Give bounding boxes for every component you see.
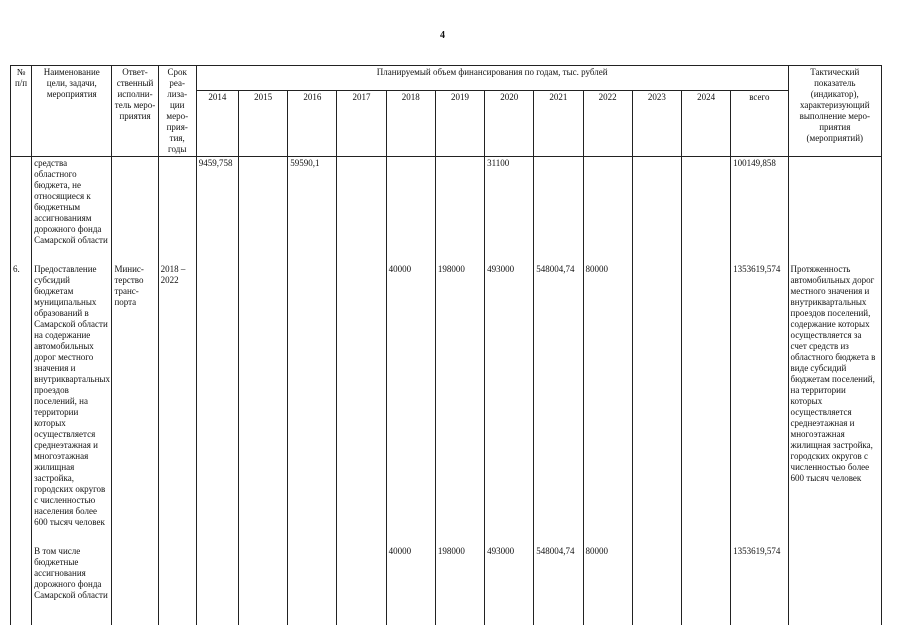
cell-2014 (196, 545, 238, 625)
cell-2018 (386, 157, 435, 248)
cell-2021: 548004,74 (534, 263, 583, 529)
row-indicator (788, 157, 881, 248)
cell-2019: 198000 (435, 263, 484, 529)
row-responsible: Минис-терство транс-порта (112, 263, 158, 529)
row-no: 6. (11, 263, 32, 529)
cell-2017 (337, 545, 386, 625)
row-indicator: Протяженность автомобильных дорог местного значения и внутриквартальных проездов поселений, содержание которых осуществляется за счет средств из областного бюджета в виде субсидий бюджетам поселений, на территории которых осуществляется среднеэтажная и многоэтажная жилищная застройка, городских округов с численностью более 600 тысяч человек (788, 263, 881, 529)
header-year-2018: 2018 (386, 91, 435, 157)
header-year-2023: 2023 (632, 91, 681, 157)
header-year-2019: 2019 (435, 91, 484, 157)
cell-2020: 493000 (485, 545, 534, 625)
cell-2015 (238, 263, 287, 529)
header-year-2017: 2017 (337, 91, 386, 157)
cell-2023 (632, 263, 681, 529)
header-year-2024: 2024 (681, 91, 730, 157)
cell-2022 (583, 157, 632, 248)
cell-total: 1353619,574 (731, 263, 788, 529)
header-name: Наименование цели, задачи, мероприятия (32, 66, 112, 157)
header-funding-group: Планируемый объем финансирования по годам, тыс. рублей (196, 66, 788, 91)
page-number: 4 (440, 30, 445, 41)
header-indicator: Тактический показатель (индикатор), характеризующий выполнение меро-приятия (мероприятий) (788, 66, 881, 157)
row-spacer (11, 247, 882, 263)
cell-total: 100149,858 (731, 157, 788, 248)
header-no: № п/п (11, 66, 32, 157)
row-term (158, 157, 196, 248)
header-year-2014: 2014 (196, 91, 238, 157)
header-responsible: Ответ-ственный исполни-тель меро-приятия (112, 66, 158, 157)
row-name: Предоставление субсидий бюджетам муниципальных образований в Самарской области на содержание автомобильных дорог местного значения и внутриквартальных проездов поселений, на территории которых осуществляется среднеэтажная и многоэтажная жилищная застройка, городских округов с численностью населения более 600 тысяч человек (32, 263, 112, 529)
cell-2024 (681, 545, 730, 625)
cell-2023 (632, 157, 681, 248)
table-row (11, 545, 882, 625)
cell-2015 (238, 545, 287, 625)
cell-2016 (288, 263, 337, 529)
cell-2019 (435, 157, 484, 248)
row-term (158, 545, 196, 625)
cell-2020: 31100 (485, 157, 534, 248)
row-name: средства областного бюджета, не относящиеся к бюджетным ассигнованиям дорожного фонда Самарской области (32, 157, 112, 248)
cell-2016: 59590,1 (288, 157, 337, 248)
cell-total: 1353619,574 (731, 545, 788, 625)
header-total: всего (731, 91, 788, 157)
header-year-2022: 2022 (583, 91, 632, 157)
row-spacer (11, 529, 882, 545)
funding-table (10, 65, 882, 625)
cell-2022: 80000 (583, 545, 632, 625)
cell-2016 (288, 545, 337, 625)
cell-2021: 548004,74 (534, 545, 583, 625)
row-responsible (112, 545, 158, 625)
cell-2014: 9459,758 (196, 157, 238, 248)
header-year-2020: 2020 (485, 91, 534, 157)
row-responsible (112, 157, 158, 248)
cell-2022: 80000 (583, 263, 632, 529)
cell-2020: 493000 (485, 263, 534, 529)
row-name: В том числе бюджетные ассигнования дорожного фонда Самарской области (32, 545, 112, 625)
cell-2021 (534, 157, 583, 248)
header-year-2015: 2015 (238, 91, 287, 157)
cell-2019: 198000 (435, 545, 484, 625)
header-year-2021: 2021 (534, 91, 583, 157)
cell-2017 (337, 157, 386, 248)
table-row (11, 157, 882, 248)
row-no (11, 157, 32, 248)
row-no (11, 545, 32, 625)
row-term: 2018 – 2022 (158, 263, 196, 529)
cell-2018: 40000 (386, 263, 435, 529)
cell-2015 (238, 157, 287, 248)
cell-2018: 40000 (386, 545, 435, 625)
cell-2017 (337, 263, 386, 529)
cell-2014 (196, 263, 238, 529)
table-row (11, 263, 882, 529)
cell-2024 (681, 263, 730, 529)
cell-2023 (632, 545, 681, 625)
header-year-2016: 2016 (288, 91, 337, 157)
row-indicator (788, 545, 881, 625)
cell-2024 (681, 157, 730, 248)
header-term: Срок реа-лиза-ции меро-прия-тия, годы (158, 66, 196, 157)
